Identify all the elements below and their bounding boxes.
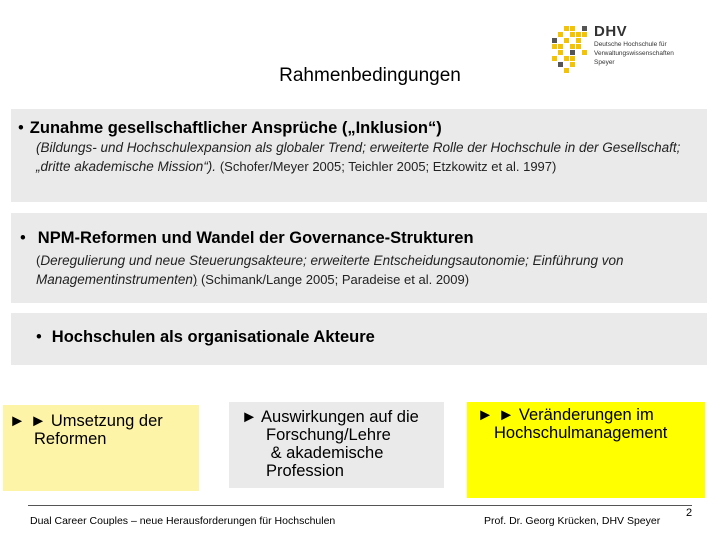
logo-dot	[564, 38, 569, 43]
bullet2-heading	[20, 228, 474, 248]
bullet1-heading-text: Zunahme gesellschaftlicher Ansprüche („Inklusion“)	[29, 119, 442, 137]
card3-line2: Hochschulmanagement	[494, 424, 668, 442]
bullet1-detail	[36, 138, 696, 176]
bullet2-detail	[36, 251, 696, 289]
card3-line1	[477, 406, 705, 424]
logo-title: DHV	[594, 23, 628, 40]
logo-dot	[558, 50, 563, 55]
bullet1-cite-close: )	[552, 159, 557, 174]
logo-dot	[552, 56, 557, 61]
logo-dot	[564, 68, 569, 73]
logo-dot	[576, 32, 581, 37]
logo-dot	[564, 26, 569, 31]
logo-dot	[570, 50, 575, 55]
logo-dot	[582, 26, 587, 31]
slide-title: Rahmenbedingungen	[279, 65, 461, 86]
dhv-logo	[552, 24, 702, 80]
card2-line4: Profession	[266, 462, 344, 480]
logo-dot	[576, 38, 581, 43]
bullet2-detail-close: )	[192, 272, 198, 287]
logo-text	[594, 24, 694, 67]
logo-dot	[564, 56, 569, 61]
arrow-icon: ►	[477, 406, 494, 424]
logo-subtitle-1: Deutsche Hochschule für	[594, 41, 667, 48]
logo-dot	[582, 50, 587, 55]
logo-dot	[552, 44, 557, 49]
card-veraenderungen	[467, 402, 705, 498]
bullet-dot: •	[18, 119, 24, 137]
bullet1-citation: Schofer/Meyer 2005; Teichler 2005; Etzkowitz et al. 1997	[224, 159, 553, 174]
footer-divider	[28, 505, 692, 506]
bullet2-citation: (Schimank/Lange 2005; Paradeise et al. 2009)	[200, 272, 470, 287]
logo-subtitle-3: Speyer	[594, 59, 615, 66]
bullet2-detail-text: Deregulierung und neue Steuerungsakteure; erweiterte Entscheidungsautonomie; Einführung von Managementinstrumenten	[36, 253, 624, 287]
bullet1-cite-open: (	[219, 159, 225, 174]
arrow-icon: ►	[9, 412, 26, 430]
logo-dot	[570, 32, 575, 37]
bullet3-heading	[36, 327, 375, 347]
bullet-dot: •	[36, 328, 42, 346]
logo-dot	[558, 44, 563, 49]
bullet2-heading-text: NPM-Reformen und Wandel der Governance-Strukturen	[37, 229, 474, 247]
bullet1-heading	[18, 118, 442, 138]
card1-line1	[9, 412, 199, 430]
bullet-dot: •	[20, 229, 26, 247]
card1-line1-text: ► Umsetzung der	[29, 412, 163, 430]
bullet3-heading-text: Hochschulen als organisationale Akteure	[51, 328, 375, 346]
card2-line1	[241, 408, 444, 426]
logo-dot	[576, 44, 581, 49]
logo-dot	[570, 62, 575, 67]
arrow-icon: ►	[241, 408, 258, 426]
logo-dot	[582, 32, 587, 37]
logo-dot	[570, 56, 575, 61]
logo-dot	[570, 44, 575, 49]
logo-dot	[558, 32, 563, 37]
card2-line3: & akademische	[266, 444, 384, 462]
card-auswirkungen	[229, 402, 444, 488]
footer-right-text: Prof. Dr. Georg Krücken, DHV Speyer	[484, 515, 661, 527]
card3-line1-text: ► Veränderungen im	[497, 406, 654, 424]
page-number: 2	[686, 507, 693, 519]
footer-left-text: Dual Career Couples – neue Herausforderungen für Hochschulen	[30, 515, 336, 527]
card1-line2: Reformen	[34, 430, 107, 448]
logo-dot	[552, 38, 557, 43]
card2-line2: Forschung/Lehre	[266, 426, 391, 444]
bullet1-detail-text: (Bildungs- und Hochschulexpansion als globaler Trend; erweiterte Rolle der Hochschule in der Gesellschaft; „dritte akademische Mission“).	[36, 140, 681, 174]
card-umsetzung	[3, 405, 199, 491]
card2-line1-text: Auswirkungen auf die	[261, 408, 419, 426]
bullet2-detail-open: (	[36, 253, 41, 268]
logo-dot	[570, 26, 575, 31]
logo-subtitle-2: Verwaltungswissenschaften	[594, 50, 674, 57]
